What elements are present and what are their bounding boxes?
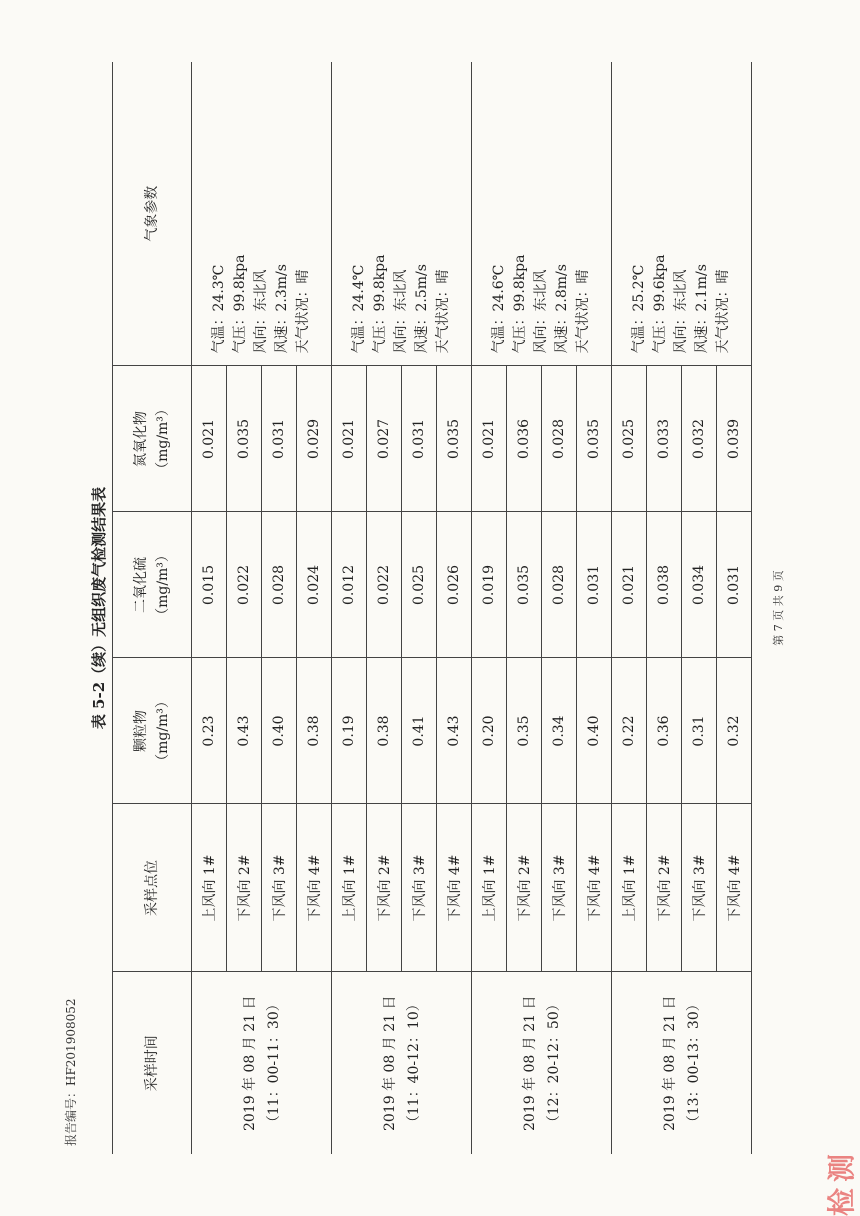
- so2-value: 0.034: [682, 512, 717, 658]
- sampling-point-cell: 下风向 2#: [367, 804, 402, 972]
- header-nox-name: 氮氧化物: [133, 411, 149, 467]
- weather-line: 气温：24.6℃: [491, 264, 507, 354]
- weather-line: 风向：东北风: [253, 269, 269, 354]
- weather-line: 天气状况：晴: [295, 269, 311, 354]
- report-number: 报告编号：HF201908052: [64, 998, 78, 1146]
- so2-value: 0.021: [612, 512, 647, 658]
- table-row: [472, 62, 507, 1154]
- sampling-date: 2019 年 08 月 21 日: [381, 995, 398, 1132]
- weather-line: 天气状况：晴: [575, 269, 591, 354]
- weather-line: 气温：24.3℃: [211, 264, 227, 354]
- sampling-period: （13：00-13：30）: [685, 997, 702, 1130]
- so2-value: 0.028: [262, 512, 297, 658]
- so2-value: 0.026: [437, 512, 472, 658]
- nox-value: 0.031: [262, 366, 297, 512]
- sampling-point-cell: 下风向 3#: [402, 804, 437, 972]
- header-pm-unit: （mg/m³）: [155, 694, 171, 768]
- sampling-point-cell: 上风向 1#: [192, 804, 227, 972]
- nox-value: 0.029: [297, 366, 332, 512]
- weather-line: 风速：2.3m/s: [274, 264, 290, 354]
- weather-line: 气压：99.8kpa: [372, 254, 388, 354]
- sampling-point-cell: 下风向 4#: [437, 804, 472, 972]
- particulate-value: 0.23: [192, 658, 227, 804]
- weather-line: 风向：东北风: [393, 269, 409, 354]
- header-weather: 气象参数: [113, 62, 192, 366]
- nox-value: 0.039: [717, 366, 752, 512]
- weather-line: 风速：2.1m/s: [694, 264, 710, 354]
- so2-value: 0.022: [367, 512, 402, 658]
- nox-value: 0.035: [227, 366, 262, 512]
- sampling-period: （12：20-12：50）: [545, 997, 562, 1130]
- particulate-value: 0.32: [717, 658, 752, 804]
- sampling-point-cell: 下风向 4#: [717, 804, 752, 972]
- weather-parameters-cell: [472, 62, 612, 366]
- so2-value: 0.025: [402, 512, 437, 658]
- particulate-value: 0.38: [297, 658, 332, 804]
- page-footer: 第 7 页 共 9 页: [772, 570, 785, 646]
- weather-line: 风速：2.5m/s: [414, 264, 430, 354]
- weather-line: 气压：99.8kpa: [512, 254, 528, 354]
- nox-value: 0.027: [367, 366, 402, 512]
- header-nox: [113, 366, 192, 512]
- weather-line: 气温：24.4℃: [351, 264, 367, 354]
- sampling-time-cell: [332, 972, 472, 1154]
- sampling-point-cell: 下风向 3#: [682, 804, 717, 972]
- so2-value: 0.012: [332, 512, 367, 658]
- weather-parameters-cell: [332, 62, 472, 366]
- weather-line: 风向：东北风: [533, 269, 549, 354]
- sampling-point-cell: 上风向 1#: [472, 804, 507, 972]
- sampling-point-cell: 上风向 1#: [332, 804, 367, 972]
- sampling-time-cell: [192, 972, 332, 1154]
- weather-line: 风速：2.8m/s: [554, 264, 570, 354]
- sampling-time-cell: [472, 972, 612, 1154]
- header-row: [113, 62, 192, 1154]
- sampling-point-cell: 上风向 1#: [612, 804, 647, 972]
- particulate-value: 0.31: [682, 658, 717, 804]
- sampling-point-cell: 下风向 2#: [647, 804, 682, 972]
- weather-parameters-cell: [612, 62, 752, 366]
- weather-line: 天气状况：晴: [435, 269, 451, 354]
- nox-value: 0.021: [192, 366, 227, 512]
- sampling-point-cell: 下风向 2#: [507, 804, 542, 972]
- particulate-value: 0.43: [437, 658, 472, 804]
- so2-value: 0.031: [577, 512, 612, 658]
- weather-line: 气压：99.8kpa: [232, 254, 248, 354]
- so2-value: 0.015: [192, 512, 227, 658]
- sampling-period: （11：00-11：30）: [265, 997, 282, 1130]
- header-pm: [113, 658, 192, 804]
- weather-line: 天气状况：晴: [715, 269, 731, 354]
- nox-value: 0.028: [542, 366, 577, 512]
- particulate-value: 0.43: [227, 658, 262, 804]
- table-body: [192, 62, 752, 1154]
- so2-value: 0.038: [647, 512, 682, 658]
- sampling-date: 2019 年 08 月 21 日: [241, 995, 258, 1132]
- so2-value: 0.019: [472, 512, 507, 658]
- sampling-date: 2019 年 08 月 21 日: [521, 995, 538, 1132]
- so2-value: 0.028: [542, 512, 577, 658]
- sampling-point-cell: 下风向 4#: [297, 804, 332, 972]
- header-nox-unit: （mg/m³）: [155, 402, 171, 476]
- particulate-value: 0.38: [367, 658, 402, 804]
- sampling-period: （11：40-12：10）: [405, 997, 422, 1130]
- nox-value: 0.035: [577, 366, 612, 512]
- header-point: 采样点位: [113, 804, 192, 972]
- nox-value: 0.025: [612, 366, 647, 512]
- sampling-time-cell: [612, 972, 752, 1154]
- so2-value: 0.031: [717, 512, 752, 658]
- weather-parameters-cell: [192, 62, 332, 366]
- sampling-point-cell: 下风向 3#: [542, 804, 577, 972]
- nox-value: 0.035: [437, 366, 472, 512]
- so2-value: 0.022: [227, 512, 262, 658]
- table-title: 表 5-2（续）无组织废气检测结果表: [90, 486, 108, 730]
- header-time: 采样时间: [113, 972, 192, 1154]
- red-stamp: [820, 1056, 860, 1216]
- nox-value: 0.032: [682, 366, 717, 512]
- header-so2-unit: （mg/m³）: [155, 548, 171, 622]
- results-table: [112, 62, 752, 1154]
- particulate-value: 0.22: [612, 658, 647, 804]
- table-row: [332, 62, 367, 1154]
- particulate-value: 0.20: [472, 658, 507, 804]
- weather-line: 气压：99.6kpa: [652, 254, 668, 354]
- sampling-point-cell: 下风向 2#: [227, 804, 262, 972]
- table-row: [192, 62, 227, 1154]
- sampling-point-cell: 下风向 4#: [577, 804, 612, 972]
- particulate-value: 0.40: [577, 658, 612, 804]
- header-so2-name: 二氧化硫: [133, 557, 149, 613]
- particulate-value: 0.34: [542, 658, 577, 804]
- so2-value: 0.035: [507, 512, 542, 658]
- sampling-point-cell: 下风向 3#: [262, 804, 297, 972]
- nox-value: 0.021: [332, 366, 367, 512]
- nox-value: 0.036: [507, 366, 542, 512]
- particulate-value: 0.19: [332, 658, 367, 804]
- weather-line: 风向：东北风: [673, 269, 689, 354]
- particulate-value: 0.35: [507, 658, 542, 804]
- particulate-value: 0.41: [402, 658, 437, 804]
- so2-value: 0.024: [297, 512, 332, 658]
- sampling-date: 2019 年 08 月 21 日: [661, 995, 678, 1132]
- particulate-value: 0.40: [262, 658, 297, 804]
- header-so2: [113, 512, 192, 658]
- particulate-value: 0.36: [647, 658, 682, 804]
- nox-value: 0.031: [402, 366, 437, 512]
- weather-line: 气温：25.2℃: [631, 264, 647, 354]
- nox-value: 0.021: [472, 366, 507, 512]
- nox-value: 0.033: [647, 366, 682, 512]
- table-row: [612, 62, 647, 1154]
- header-pm-name: 颗粒物: [133, 710, 149, 752]
- stamp-text: 检测: [825, 1147, 858, 1216]
